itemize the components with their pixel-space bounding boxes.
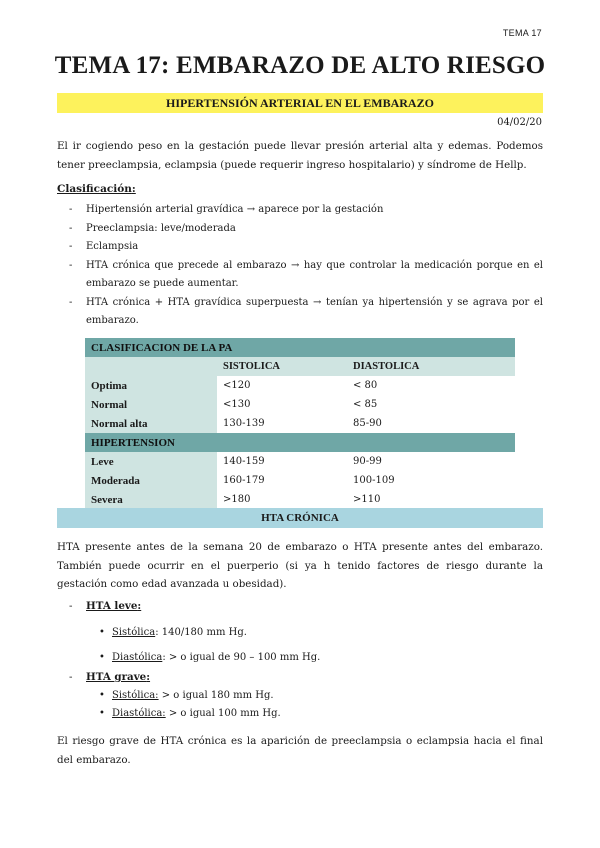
systolic-cell: 140-159 (223, 456, 265, 467)
row-label: Optima (85, 376, 217, 395)
table-row (85, 471, 515, 490)
systolic-label: Sistólica: (112, 690, 159, 701)
table-row (85, 376, 515, 395)
row-label: Moderada (85, 471, 217, 490)
classification-title (57, 183, 136, 195)
list-item-text: Hipertensión arterial gravídica → aparece por la gestación (86, 204, 384, 215)
classification-list (57, 201, 543, 331)
table-row (85, 452, 515, 471)
list-item: - Eclampsia (69, 241, 139, 252)
diastolic-cell: < 85 (353, 399, 378, 410)
table-section-header (85, 433, 515, 452)
blood-pressure-table (85, 338, 515, 509)
chronic-hta-paragraph: HTA presente antes de la semana 20 de embarazo o HTA presente antes del embarazo. También puede ocurrir en el puerperio (si ya h tenido factores de riesgo durante la gestación como edad avanzada u obesidad). (57, 541, 543, 590)
table-title: CLASIFICACION DE LA PA (85, 338, 515, 357)
table-corner-cell (85, 357, 217, 376)
systolic-cell: 160-179 (223, 475, 265, 486)
row-label: Normal (85, 395, 217, 414)
hta-leve-label: HTA leve (86, 600, 138, 612)
column-header-diastolic: DIASTOLICA (347, 357, 515, 376)
intro-paragraph: El ir cogiendo peso en la gestación puede llevar presión arterial alta y edemas. Podemos tener preeclampsia, eclampsia (puede requerir ingreso hospitalario) y síndrome de Hellp. (57, 140, 543, 171)
conclusion-paragraph: El riesgo grave de HTA crónica es la aparición de preeclampsia o eclampsia hacia el final del embarazo. (57, 735, 543, 766)
diastolic-cell: 100-109 (353, 475, 395, 486)
row-label: Leve (85, 452, 217, 471)
systolic-value: : 140/180 mm Hg. (155, 627, 247, 638)
list-item-text: HTA crónica + HTA gravídica superpuesta → tenían ya hipertensión y se agrava por el embarazo. (86, 296, 543, 326)
diastolic-cell: < 80 (353, 380, 378, 391)
systolic-cell: >180 (223, 494, 251, 505)
diastolic-cell: >110 (353, 494, 381, 505)
row-label: Severa (85, 490, 217, 509)
section-heading-chronic-hta: HTA CRÓNICA (57, 508, 543, 528)
list-item: - HTA crónica + HTA gravídica superpuesta → tenían ya hipertensión y se agrava por el embarazo. (69, 296, 543, 326)
list-item: - HTA crónica que precede al embarazo → hay que controlar la medicación porque en el embarazo se puede aumentar. (69, 259, 543, 289)
table-row (85, 414, 515, 433)
document-page: TEMA 17 TEMA 17: EMBARAZO DE ALTO RIESGO HIPERTENSIÓN ARTERIAL EN EL EMBARAZO 04/02/20 El ir cogiendo peso en la gestación puede llevar presión arterial alta y edemas. Podemos tener preeclampsia, eclampsia (puede requerir ingreso hospitalario) y síndrome de Hellp. Clasificación: - Hipertensión arterial gravídica → aparece por la gestación - Preeclampsia: leve/moderada - Eclampsia - HTA crónica que precede al embarazo → hay que controlar la medicación porque en el embarazo se puede aumentar. - HTA crónica + HTA gravídica superpuesta → tenían ya hipertensión y se agrava por el embarazo. CLASIFICACION DE LA PA SISTOLICA DIASTOLICA Optima <120 < 80 Normal <130 < 85 Normal alta 130-139 85-90 HIPERTENSION Leve 140-159 90-99 Moderada 160-179 100-109 Severa >180 >110 HTA CRÓNICA HTA presente antes de la semana 20 de embarazo o HTA presente antes del embarazo. También puede ocurrir en el puerperio (si ya h tenido factores de riesgo durante la gestación como edad avanzada u obesidad). - HTA leve: • Sistólica: 140/180 mm Hg. • Diastólica: > o igual de 90 – 100 mm Hg. - HTA grave: • Sistólica: > o igual 180 mm Hg. • Diastólica: > o igual 100 mm Hg. El riesgo grave de HTA crónica es la aparición de preeclampsia o eclampsia hacia el final del embarazo. (0, 0, 600, 848)
column-header-systolic: SISTOLICA (217, 357, 347, 376)
diastolic-cell: 90-99 (353, 456, 382, 467)
row-label: Normal alta (85, 414, 217, 433)
systolic-label: Sistólica (112, 627, 156, 638)
table-row (85, 395, 515, 414)
classification-title-text: Clasificación (57, 183, 132, 195)
diastolic-cell: 85-90 (353, 418, 382, 429)
list-item-text: Preeclampsia: leve/moderada (86, 222, 236, 234)
diastolic-value: : > o igual de 90 – 100 mm Hg. (162, 652, 321, 663)
table-section-header (85, 338, 515, 357)
lecture-date: 04/02/20 (497, 117, 542, 128)
systolic-cell: 130-139 (223, 418, 265, 429)
list-item-text: HTA crónica que precede al embarazo → hay que controlar la medicación porque en el embarazo se puede aumentar. (86, 259, 543, 289)
diastolic-label: Diastólica: (112, 708, 166, 719)
list-item: - Hipertensión arterial gravídica → aparece por la gestación (69, 204, 384, 215)
list-item-text: Eclampsia (86, 241, 139, 252)
hypertension-title: HIPERTENSION (85, 433, 515, 452)
page-title: TEMA 17: EMBARAZO DE ALTO RIESGO (54, 52, 546, 79)
table-row (85, 490, 515, 509)
diastolic-label: Diastólica (112, 652, 163, 663)
header-tag: TEMA 17 (502, 28, 542, 38)
table-column-header-row (85, 357, 515, 376)
list-item: - Preeclampsia: leve/moderada (69, 222, 236, 234)
systolic-value: > o igual 180 mm Hg. (158, 690, 274, 701)
diastolic-value: > o igual 100 mm Hg. (165, 708, 281, 719)
systolic-cell: <120 (223, 380, 251, 391)
hta-grave-label: HTA grave (86, 671, 147, 683)
classification-title-colon: : (131, 183, 136, 195)
systolic-cell: <130 (223, 399, 251, 410)
section-heading-hypertension: HIPERTENSIÓN ARTERIAL EN EL EMBARAZO (57, 93, 543, 113)
